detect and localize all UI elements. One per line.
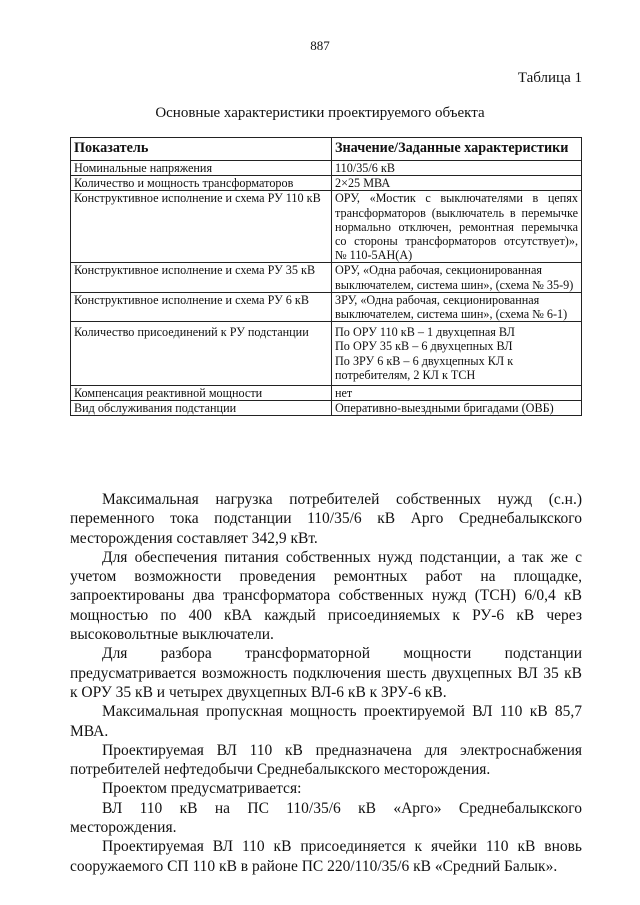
table-cell: Оперативно-выездными бригадами (ОВБ) (332, 401, 582, 416)
table-header-value: Значение/Заданные характеристики (332, 138, 582, 161)
table-cell: Количество присоединений к РУ подстанции (71, 322, 332, 386)
table-cell: ЗРУ, «Одна рабочая, секционированная выключателем, система шин», (схема № 6-1) (332, 292, 582, 321)
table-cell: Конструктивное исполнение и схема РУ 6 кВ (71, 292, 332, 321)
paragraph: ВЛ 110 кВ на ПС 110/35/6 кВ «Арго» Среднебалыкского месторождения. (70, 799, 582, 837)
paragraph: Проектируемая ВЛ 110 кВ предназначена для электроснабжения потребителей нефтедобычи Среднебалыкского месторождения. (70, 741, 582, 779)
characteristics-table (70, 137, 582, 416)
table-cell: 110/35/6 кВ (332, 161, 582, 176)
table-row (71, 161, 582, 176)
table-cell: ОРУ, «Мостик с выключателями в цепях трансформаторов (выключатель в перемычке нормально отключен, ремонтная перемычка со стороны трансформаторов отсутствует)», № 110-5АН(А) (332, 191, 582, 263)
paragraph: Максимальная пропускная мощность проектируемой ВЛ 110 кВ 85,7 МВА. (70, 703, 582, 740)
table-cell: Конструктивное исполнение и схема РУ 35 кВ (71, 263, 332, 292)
table-cell: нет (332, 386, 582, 401)
paragraph: Для обеспечения питания собственных нужд подстанции, а так же с учетом возможности проведения ремонтных работ на площадке, запроектированы два трансформатора собственных нужд (ТСН) 6/0,4 кВ мощностью по 400 кВА каждый присоединяемых к РУ-6 кВ через высоковольтные выключатели. (70, 548, 582, 644)
table-cell: Вид обслуживания подстанции (71, 401, 332, 416)
table-header-indicator: Показатель (71, 138, 332, 161)
paragraph: Проектируемая ВЛ 110 кВ присоединяется к ячейки 110 кВ вновь сооружаемого СП 110 кВ в районе ПС 220/110/35/6 кВ «Средний Балык». (70, 838, 582, 875)
table-row (71, 322, 582, 386)
table-row (71, 191, 582, 263)
paragraph: Проектом предусматривается: (102, 780, 302, 798)
table-row (71, 386, 582, 401)
table-cell: Номинальные напряжения (71, 161, 332, 176)
table-row (71, 263, 582, 292)
table-cell: Конструктивное исполнение и схема РУ 110 кВ (71, 191, 332, 263)
body-text (70, 490, 582, 876)
table-row (71, 292, 582, 321)
page-number: 887 (310, 38, 330, 53)
table-header-row (71, 138, 582, 161)
table-cell: Количество и мощность трансформаторов (71, 176, 332, 191)
table-cell: По ОРУ 110 кВ – 1 двухцепная ВЛ По ОРУ 35 кВ – 6 двухцепных ВЛ По ЗРУ 6 кВ – 6 двухцепных КЛ к потребителям, 2 КЛ к ТСН (332, 322, 582, 386)
table-label: Таблица 1 (517, 70, 582, 86)
table-row (71, 176, 582, 191)
table-cell: 2×25 МВА (332, 176, 582, 191)
table-cell: Компенсация реактивной мощности (71, 386, 332, 401)
paragraph: Для разбора трансформаторной мощности подстанции предусматривается возможность подключения шесть двухцепных ВЛ 35 кВ к ОРУ 35 кВ и четырех двухцепных ВЛ-6 кВ к ЗРУ-6 кВ. (70, 645, 582, 701)
paragraph: Максимальная нагрузка потребителей собственных нужд (с.н.) переменного тока подстанции 110/35/6 кВ Арго Среднебалыкского месторождения составляет 342,9 кВт. (70, 491, 582, 547)
table-title: Основные характеристики проектируемого объекта (155, 105, 485, 121)
table-cell: ОРУ, «Одна рабочая, секционированная выключателем, система шин», (схема № 35-9) (332, 263, 582, 292)
table-row (71, 401, 582, 416)
